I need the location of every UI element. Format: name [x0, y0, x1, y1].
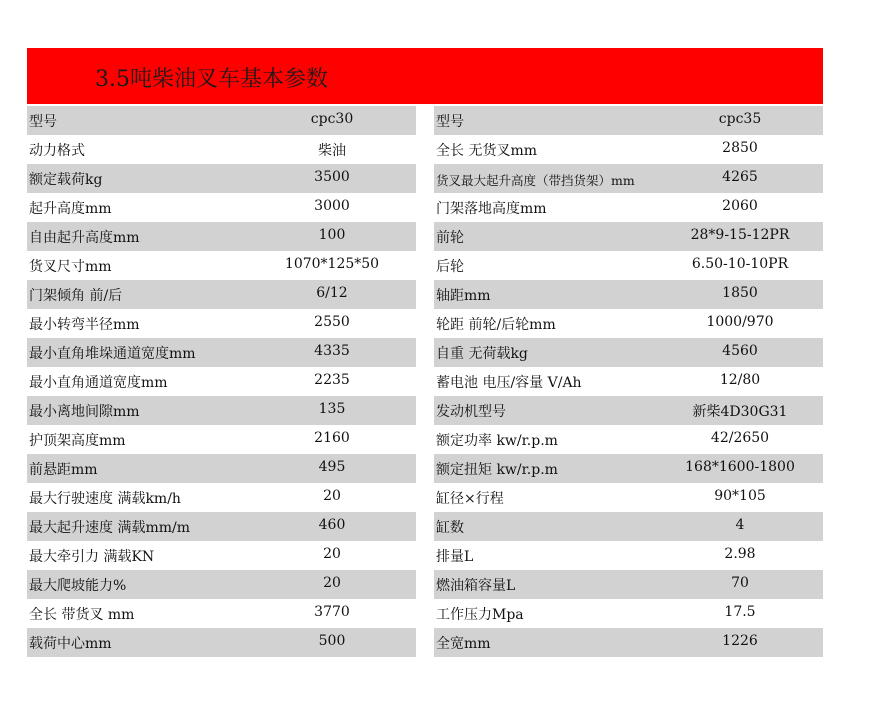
spec-value: 20: [323, 546, 341, 562]
table-row: [27, 425, 416, 454]
table-row: [27, 396, 416, 425]
spec-value: 135: [318, 401, 346, 417]
table-row: [27, 599, 416, 628]
spec-value: 4560: [722, 343, 758, 359]
spec-value: 3500: [314, 169, 350, 185]
spec-value: 20: [323, 575, 341, 591]
spec-label: 最大起升速度 满载mm/m: [29, 520, 190, 536]
spec-label: 发动机型号: [436, 404, 506, 420]
spec-value: 4335: [314, 343, 350, 359]
spec-label: 自重 无荷载kg: [436, 346, 528, 362]
spec-value: 6/12: [316, 285, 348, 301]
spec-value: 495: [318, 459, 346, 475]
spec-label: 动力格式: [29, 143, 85, 159]
table-row: [434, 454, 823, 483]
table-row: [27, 106, 416, 135]
spec-label: 缸径×行程: [436, 491, 504, 507]
spec-label: 前悬距mm: [29, 462, 98, 478]
spec-label: 排量L: [436, 549, 474, 565]
spec-label: 缸数: [436, 520, 464, 536]
spec-label: 蓄电池 电压/容量 V/Ah: [436, 375, 582, 391]
spec-value: 2550: [314, 314, 350, 330]
spec-label: 起升高度mm: [29, 201, 112, 217]
table-row: [27, 193, 416, 222]
spec-label: 自由起升高度mm: [29, 230, 140, 246]
spec-label: 全长 无货叉mm: [436, 143, 538, 159]
spec-value: 2235: [314, 372, 350, 388]
spec-label: 工作压力Mpa: [436, 607, 524, 623]
spec-value: 100: [318, 227, 346, 243]
spec-value: 17.5: [724, 604, 756, 620]
spec-label: 最大牵引力 满载KN: [29, 549, 155, 565]
spec-value: 2.98: [724, 546, 756, 562]
table-row: [27, 309, 416, 338]
spec-value: 2850: [722, 140, 758, 156]
table-row: [434, 425, 823, 454]
spec-value: 新柴4D30G31: [692, 404, 788, 420]
spec-label: 最小直角堆垛通道宽度mm: [29, 346, 196, 362]
table-row: [434, 135, 823, 164]
spec-value: 4265: [722, 169, 758, 185]
table-row: [434, 280, 823, 309]
spec-label: 额定功率 kw/r.p.m: [436, 433, 558, 449]
spec-value: 1070*125*50: [284, 256, 380, 272]
spec-value: 90*105: [714, 488, 766, 504]
table-row: [434, 309, 823, 338]
spec-label: 载荷中心mm: [29, 636, 112, 652]
spec-label: 最小直角通道宽度mm: [29, 375, 168, 391]
title-banner: [27, 48, 823, 104]
table-row: [434, 570, 823, 599]
spec-label: 最大爬坡能力%: [29, 578, 127, 594]
spec-label: 最小离地间隙mm: [29, 404, 140, 420]
spec-value: 460: [318, 517, 346, 533]
table-row: [27, 367, 416, 396]
spec-value: 42/2650: [710, 430, 770, 446]
table-row: [434, 599, 823, 628]
spec-value: 1000/970: [706, 314, 774, 330]
table-row: [27, 338, 416, 367]
spec-label: 门架落地高度mm: [436, 201, 547, 217]
spec-value: 1850: [722, 285, 758, 301]
table-row: [434, 251, 823, 280]
table-row: [434, 164, 823, 193]
spec-label: 最大行驶速度 满载km/h: [29, 491, 181, 507]
table-row: [434, 512, 823, 541]
spec-label: 额定扭矩 kw/r.p.m: [436, 462, 558, 478]
spec-label: 货叉尺寸mm: [29, 259, 112, 275]
table-row: [434, 367, 823, 396]
spec-label: 护顶架高度mm: [29, 433, 126, 449]
spec-value: 28*9-15-12PR: [690, 227, 790, 243]
table-row: [27, 164, 416, 193]
spec-value: cpc30: [310, 111, 354, 127]
spec-value: 3000: [314, 198, 350, 214]
spec-label: 额定载荷kg: [29, 172, 103, 188]
table-row: [434, 541, 823, 570]
table-row: [27, 454, 416, 483]
spec-value: 168*1600-1800: [685, 459, 795, 475]
spec-value: 2160: [314, 430, 350, 446]
spec-table-right: [434, 106, 823, 657]
page-title: 3.5吨柴油叉车基本参数: [95, 67, 328, 92]
spec-label: 全宽mm: [436, 636, 491, 652]
spec-value: 4: [735, 517, 745, 533]
spec-value: 70: [731, 575, 749, 591]
table-row: [27, 512, 416, 541]
spec-label: 门架倾角 前/后: [29, 288, 123, 304]
table-row: [434, 483, 823, 512]
spec-label: 轴距mm: [436, 288, 491, 304]
spec-value: 6.50-10-10PR: [691, 256, 789, 272]
spec-label: 型号: [436, 114, 464, 130]
table-row: [27, 135, 416, 164]
table-row: [434, 628, 823, 657]
spec-value: 12/80: [719, 372, 761, 388]
spec-label: 前轮: [436, 230, 464, 246]
table-row: [434, 106, 823, 135]
table-row: [434, 396, 823, 425]
spec-label: 后轮: [436, 259, 464, 275]
table-row: [27, 541, 416, 570]
table-row: [27, 280, 416, 309]
spec-label: 最小转弯半径mm: [29, 317, 140, 333]
spec-table-left: [27, 106, 416, 657]
spec-value: 1226: [722, 633, 758, 649]
spec-label: 型号: [29, 114, 57, 130]
table-row: [434, 193, 823, 222]
spec-label: 燃油箱容量L: [436, 578, 516, 594]
spec-value: 20: [323, 488, 341, 504]
table-row: [27, 222, 416, 251]
table-row: [434, 222, 823, 251]
spec-value: 2060: [722, 198, 758, 214]
table-row: [27, 570, 416, 599]
table-row: [27, 251, 416, 280]
spec-label: 货叉最大起升高度（带挡货架）mm: [436, 173, 635, 188]
table-row: [27, 483, 416, 512]
table-row: [27, 628, 416, 657]
spec-label: 轮距 前轮/后轮mm: [436, 317, 556, 333]
spec-label: 全长 带货叉 mm: [29, 607, 135, 623]
spec-value: 柴油: [318, 143, 346, 159]
table-row: [434, 338, 823, 367]
spec-value: 3770: [314, 604, 350, 620]
spec-value: cpc35: [718, 111, 762, 127]
spec-value: 500: [318, 633, 346, 649]
